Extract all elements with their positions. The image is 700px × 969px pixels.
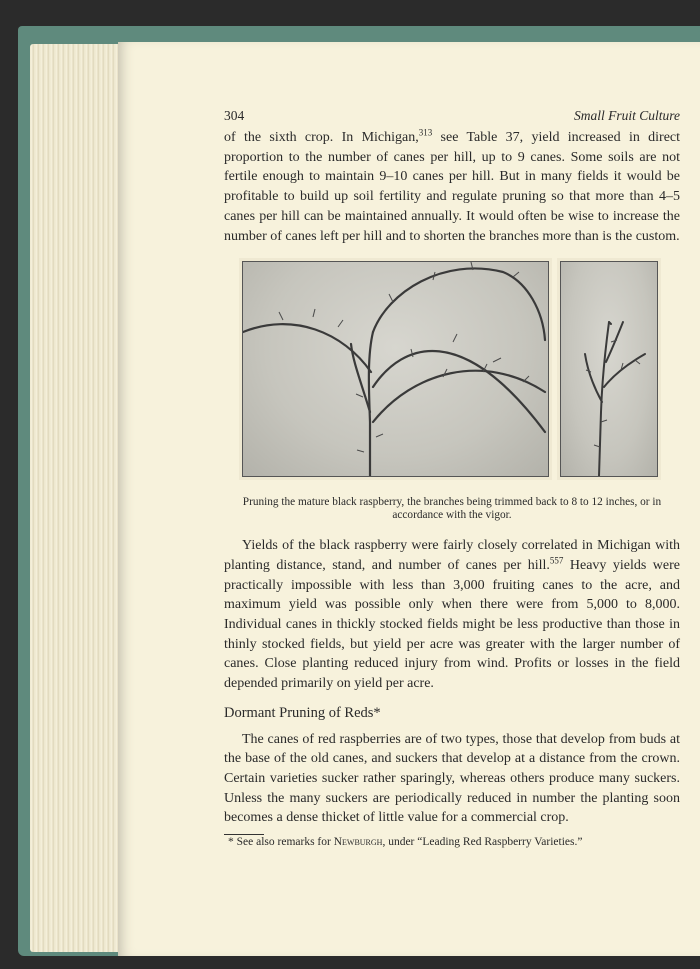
page-edges xyxy=(30,44,130,952)
page-content xyxy=(224,106,680,850)
page-number: 304 xyxy=(224,108,245,123)
paragraph-2: Yields of the black raspberry were fairly closely correlated in Michigan with planting distance, stand, and number of canes per hill.$^{557}$ Heavy yields were practically impossible with less than 3,000 fruiting canes to the acre, and maximum yield was possible only when there were from 5,000 to 8,000. Individual canes in thickly stocked fields might be less productive than those in thinly stocked fields, but yield per acre was greater with the larger number of canes. Close planting reduced injury from wind. Profits or losses in the field depended primarily on yield per acre. xyxy=(224,538,680,692)
raspberry-cane-illustration-left xyxy=(243,262,548,476)
section-heading: Dormant Pruning of Reds* xyxy=(224,704,381,721)
running-head xyxy=(224,106,680,128)
footnote: * See also remarks for Newburgh, under “Leading Red Raspberry Varieties.” xyxy=(228,836,583,849)
book-page xyxy=(118,42,700,956)
raspberry-cane-illustration-right xyxy=(561,262,657,476)
photo-mature-cane xyxy=(242,261,549,477)
figure-caption: Pruning the mature black raspberry, the branches being trimmed back to 8 to 12 inches, or in accordance with the vigor. xyxy=(242,496,662,522)
running-title: Small Fruit Culture xyxy=(573,108,680,123)
paragraph-1: of the sixth crop. In Michigan,$^{313}$ see Table 37, yield increased in direct proportion to the number of canes per hill, up to 9 canes. Some soils are not fertile enough to maintain 9–10 canes per hill. But in many fields it would be profitable to build up soil fertility and regulate pruning so that more than 4–5 canes per hill can be maintained annually. It would often be wise to increase the number of canes left per hill and to shorten the branches more than is the custom. xyxy=(224,127,681,244)
photo-pruned-cane xyxy=(560,261,658,477)
paragraph-3: The canes of red raspberries are of two types, those that develop from buds at the base of the old canes, and suckers that develop at a distance from the crown. Certain varieties sucker rather sparingly, whereas others produce many suckers. Unless the many suckers are periodically reduced in number the planting soon becomes a dense thicket of little value for a commercial crop. xyxy=(224,731,680,826)
citation-313: 313 xyxy=(418,127,433,138)
figure-raspberry-pruning xyxy=(224,261,680,491)
variety-name: Newburgh xyxy=(333,836,383,849)
citation-557: 557 xyxy=(549,555,564,566)
